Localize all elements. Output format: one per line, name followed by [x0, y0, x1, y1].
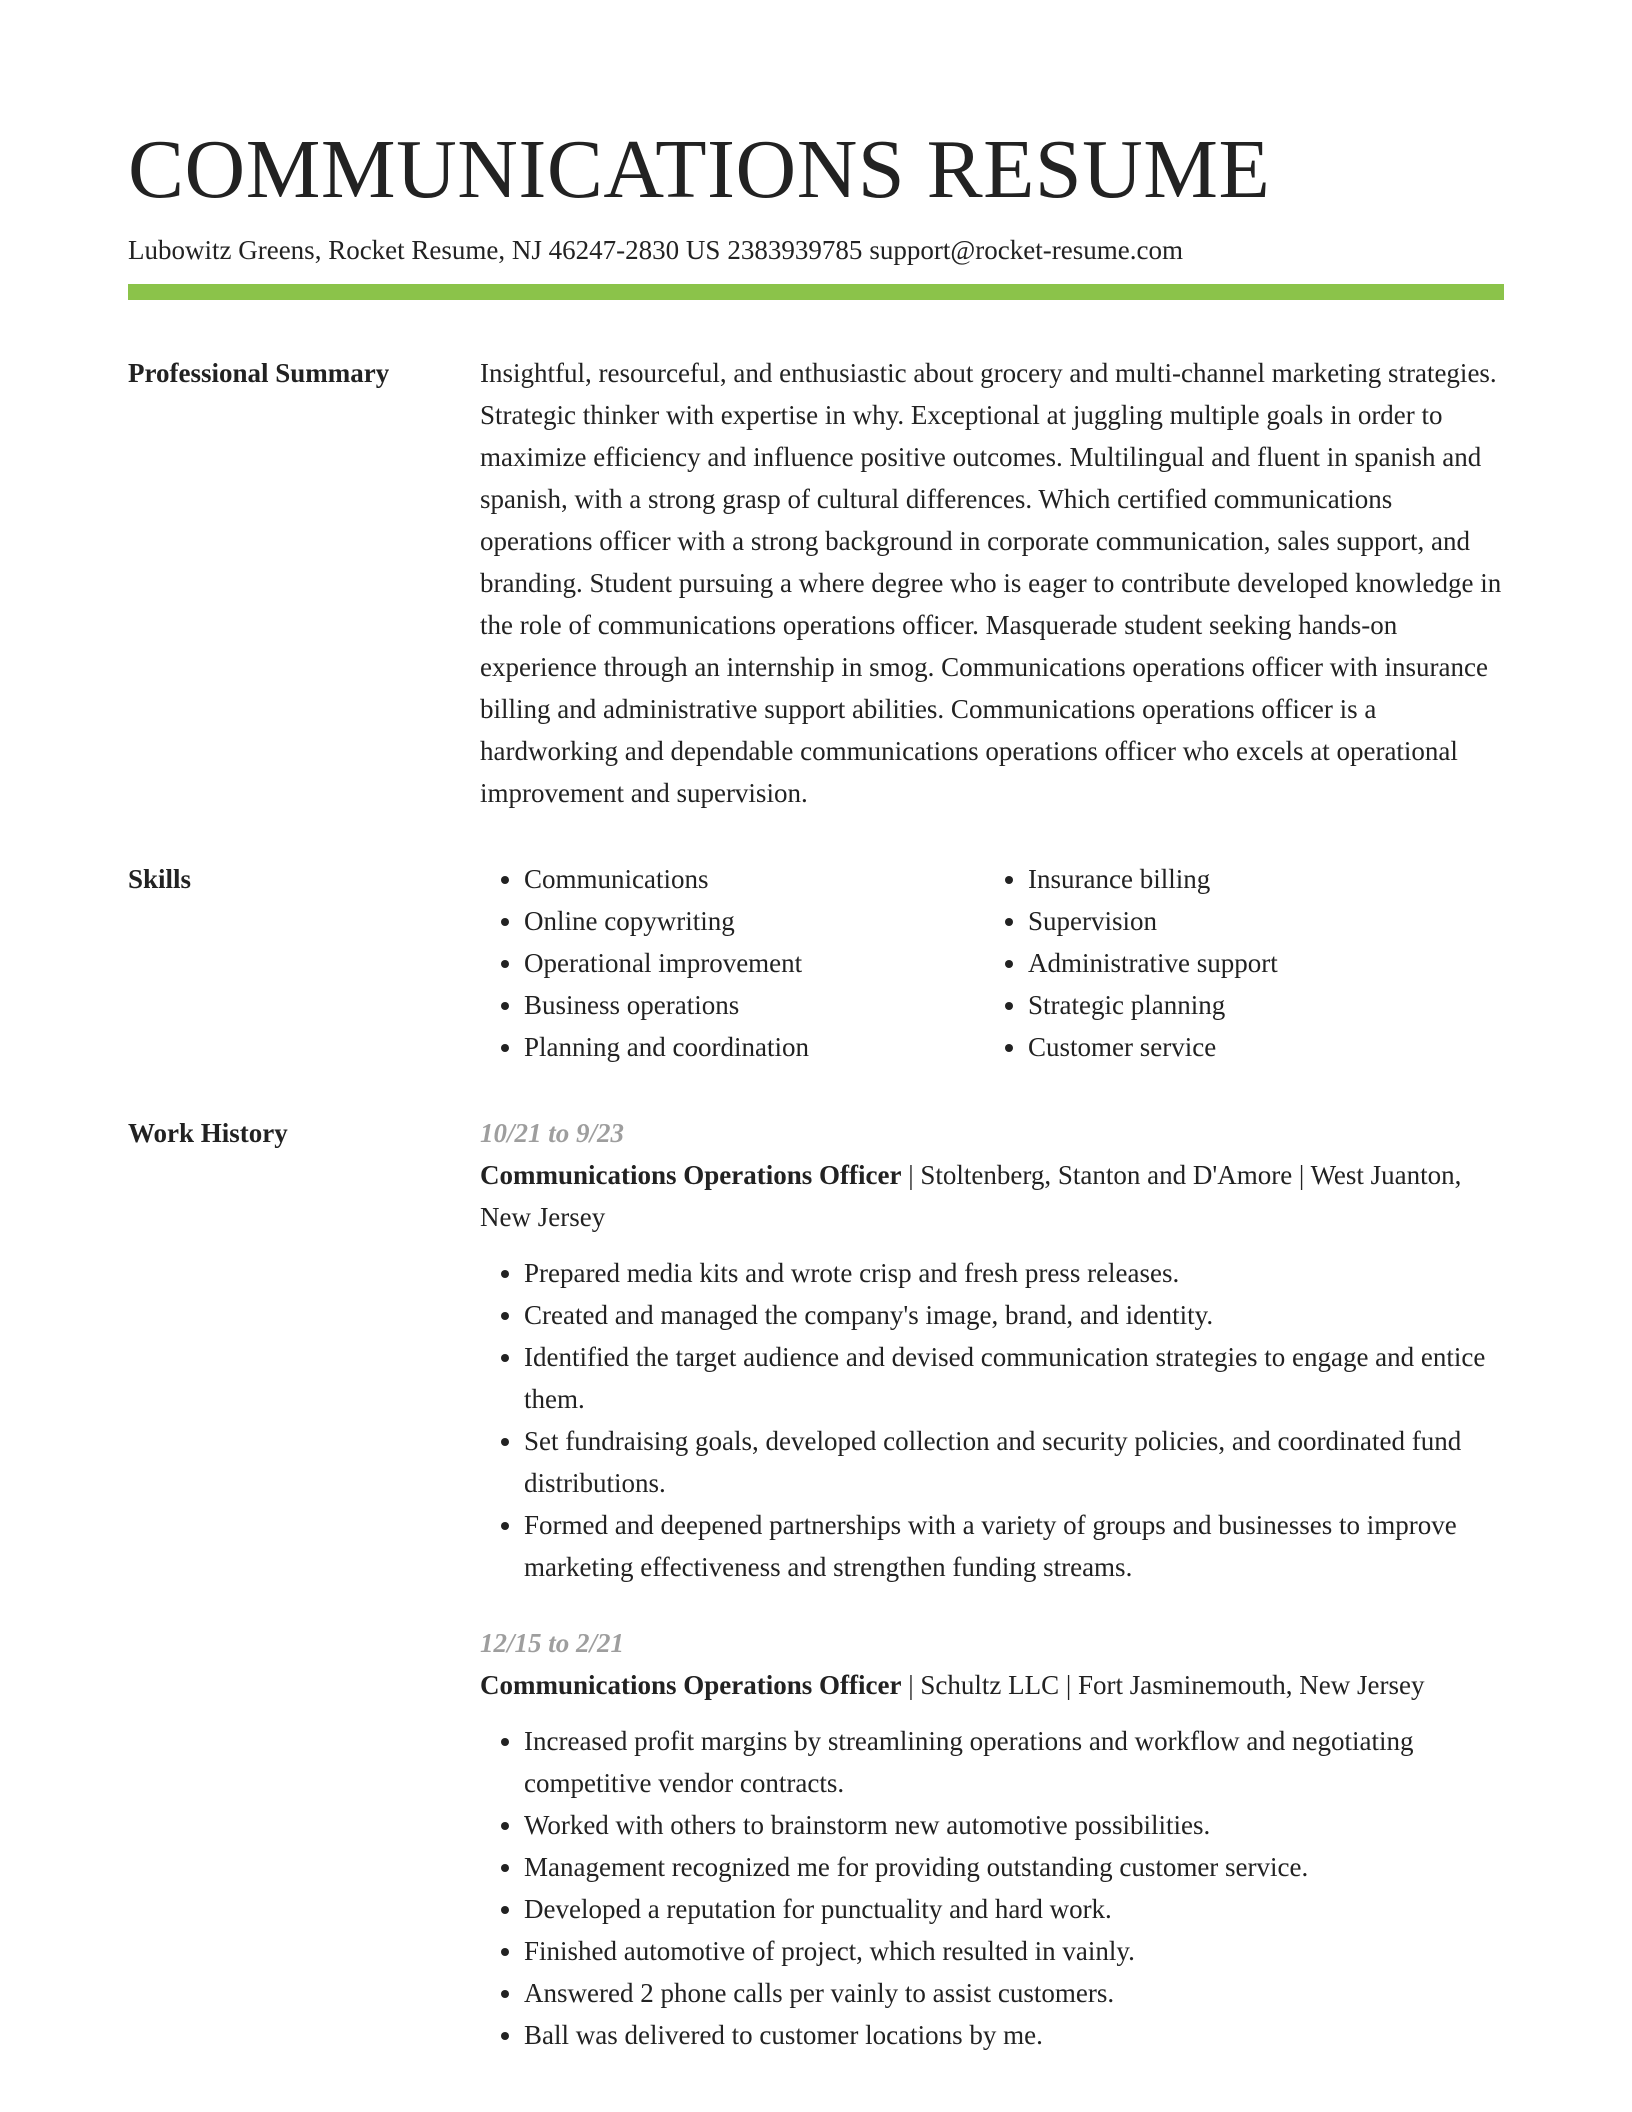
skills-body — [480, 858, 1504, 1068]
job-dates: 10/21 to 9/23 — [480, 1118, 625, 1148]
contact-email: support@rocket-resume.com — [869, 235, 1183, 265]
contact-address: Lubowitz Greens, Rocket Resume, NJ 46247-2830 US — [128, 235, 721, 265]
job-entry — [480, 1622, 1504, 2056]
job-bullet: • Answered 2 phone calls per vainly to assist customers. — [524, 1972, 1504, 2014]
work-history-section — [128, 1112, 1504, 2090]
job-details: | Schultz LLC | Fort Jasminemouth, New Jersey — [901, 1670, 1425, 1700]
summary-text: Insightful, resourceful, and enthusiastic about grocery and multi-channel marketing strategies. Strategic thinker with expertise in why. Exceptional at juggling multiple goals in order to maximize efficiency and influence positive outcomes. Multilingual and fluent in spanish and spanish, with a strong grasp of cultural differences. Which certified communications operations officer with a strong background in corporate communication, sales support, and branding. Student pursuing a where degree who is eager to contribute developed knowledge in the role of communications operations officer. Masquerade student seeking hands-on experience through an internship in smog. Communications operations officer with insurance billing and administrative support abilities. Communications operations officer is a hardworking and dependable communications operations officer who excels at operational improvement and supervision. — [480, 358, 1502, 808]
job-bullets — [480, 1720, 1504, 2056]
skills-heading: Skills — [128, 864, 192, 894]
job-bullet: • Prepared media kits and wrote crisp and fresh press releases. — [524, 1252, 1504, 1294]
job-header — [480, 1154, 1504, 1238]
job-bullet: • Management recognized me for providing outstanding customer service. — [524, 1846, 1504, 1888]
skill-item: • Communications — [524, 858, 984, 900]
contact-phone: 2383939785 — [727, 235, 863, 265]
skill-item: • Strategic planning — [1028, 984, 1488, 1026]
summary-body — [480, 352, 1504, 814]
accent-divider — [128, 284, 1504, 300]
job-bullet: • Increased profit margins by streamlining operations and workflow and negotiating competitive vendor contracts. — [524, 1720, 1504, 1804]
skills-list-left — [480, 858, 984, 1068]
job-dates: 12/15 to 2/21 — [480, 1628, 625, 1658]
job-bullet: • Developed a reputation for punctuality and hard work. — [524, 1888, 1504, 1930]
summary-heading: Professional Summary — [128, 358, 390, 388]
summary-section — [128, 352, 1504, 814]
job-bullet: • Set fundraising goals, developed collection and security policies, and coordinated fund distributions. — [524, 1420, 1504, 1504]
contact-line — [128, 232, 1504, 268]
job-bullets — [480, 1252, 1504, 1588]
work-history-heading: Work History — [128, 1118, 288, 1148]
job-title: Communications Operations Officer — [480, 1670, 902, 1700]
skill-item: • Online copywriting — [524, 900, 984, 942]
skill-item: • Operational improvement — [524, 942, 984, 984]
job-bullet: • Created and managed the company's image, brand, and identity. — [524, 1294, 1504, 1336]
skill-item: • Administrative support — [1028, 942, 1488, 984]
skills-section — [128, 858, 1504, 1068]
skill-item: • Supervision — [1028, 900, 1488, 942]
skill-item: • Planning and coordination — [524, 1026, 984, 1068]
skill-item: • Business operations — [524, 984, 984, 1026]
job-header — [480, 1664, 1504, 1706]
skill-item: • Customer service — [1028, 1026, 1488, 1068]
resume-title: COMMUNICATIONS RESUME — [128, 123, 1271, 216]
job-bullet: • Ball was delivered to customer locations by me. — [524, 2014, 1504, 2056]
job-bullet: • Finished automotive of project, which resulted in vainly. — [524, 1930, 1504, 1972]
work-history-body — [480, 1112, 1504, 2090]
job-entry — [480, 1112, 1504, 1588]
job-bullet: • Formed and deepened partnerships with a variety of groups and businesses to improve marketing effectiveness and strengthen funding streams. — [524, 1504, 1504, 1588]
job-bullet: • Identified the target audience and devised communication strategies to engage and entice them. — [524, 1336, 1504, 1420]
job-bullet: • Worked with others to brainstorm new automotive possibilities. — [524, 1804, 1504, 1846]
job-details: | Stoltenberg, Stanton and D'Amore | West Juanton, New Jersey — [480, 1160, 1462, 1232]
skills-list-right — [984, 858, 1488, 1068]
job-title: Communications Operations Officer — [480, 1160, 902, 1190]
resume-page — [128, 120, 1504, 2090]
skill-item: • Insurance billing — [1028, 858, 1488, 900]
